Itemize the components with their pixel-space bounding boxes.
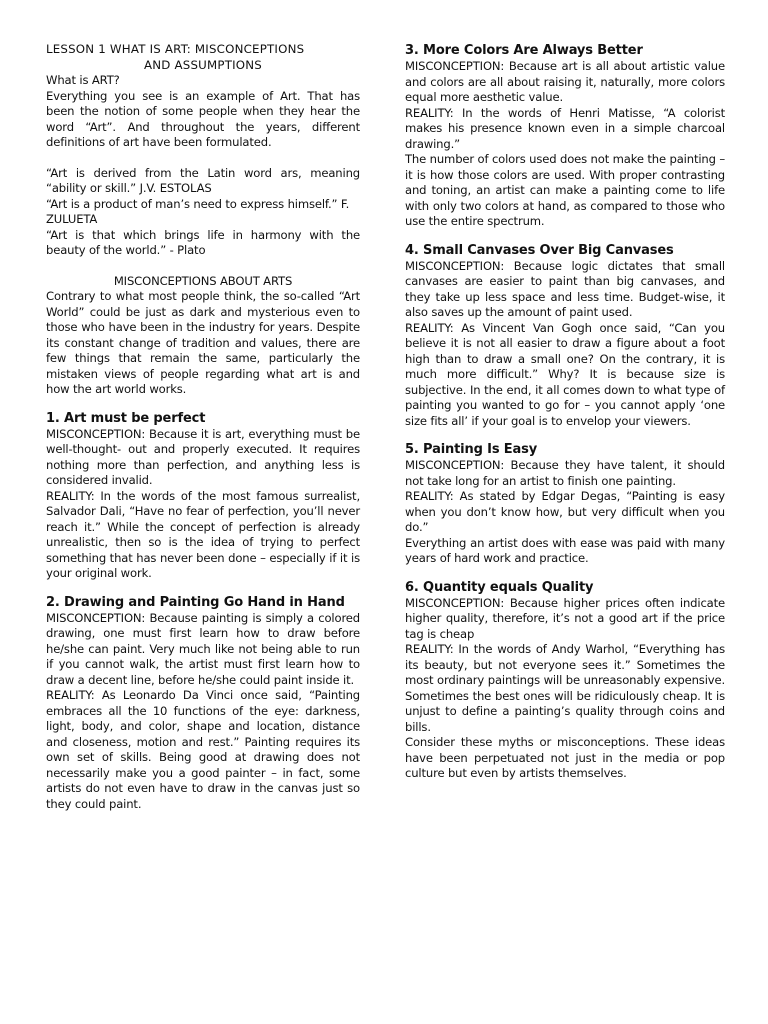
section-1-misconception: MISCONCEPTION: Because it is art, everything must be well-thought- out and properly executed. It requires nothing more than perfection, and anything less is considered invalid. (46, 426, 360, 487)
section-4-misconception: MISCONCEPTION: Because logic dictates that small canvases are easier to paint than big canvases, and they take up less space and less time. Budget-wise, it also saves up the amount of paint used. (405, 258, 725, 319)
left-column (46, 42, 360, 812)
section-4-reality: REALITY: As Vincent Van Gogh once said, “Can you believe it is not all easier to draw a figure about a foot high than to draw a small one? On the contrary, it is much more difficult.” Why? It is because size is subjective. In the end, it all comes down to what type of painting you wanted to go for – you cannot apply ‘one size fits all’ if your goal is to envelop your viewers. (405, 320, 725, 428)
section-5-heading: 5. Painting Is Easy (405, 442, 538, 457)
section-5-reality: REALITY: As stated by Edgar Degas, “Painting is easy when you don’t know how, but very difficult when you do.” (405, 489, 725, 534)
section-5-explanation: Everything an artist does with ease was paid with many years of hard work and practice. (405, 535, 725, 565)
intro-paragraph: Everything you see is an example of Art. That has been the notion of some people when they hear the word “Art”. And throughout the years, different definitions of art have been formulated. (46, 88, 360, 149)
lesson-title-line2: AND ASSUMPTIONS (144, 57, 262, 72)
section-6-misconception: MISCONCEPTION: Because higher prices often indicate higher quality, therefore, it’s not a good art if the price tag is cheap (405, 595, 725, 641)
section-3-misconception: MISCONCEPTION: Because art is all about artistic value and colors are all about raising it, naturally, more colors equal more aesthetic value. (405, 59, 725, 104)
quote-plato: “Art is that which brings life in harmony with the beauty of the world.” - Plato (46, 227, 360, 257)
section-1-heading: 1. Art must be perfect (46, 410, 206, 426)
section-2-heading: 2. Drawing and Painting Go Hand in Hand (46, 594, 345, 610)
section-6-heading: 6. Quantity equals Quality (405, 579, 594, 595)
section-3-heading: 3. More Colors Are Always Better (405, 43, 643, 58)
section-3-explanation: The number of colors used does not make the painting – it is how those colors are used. With proper contrasting and toning, an artist can make a painting come to life with only two colors at hand, as compared to those who use the entire spectrum. (405, 152, 725, 228)
quote-zulueta: “Art is a product of man’s need to express himself.” F. ZULUETA (46, 196, 350, 226)
right-column (405, 42, 725, 782)
section-5-misconception: MISCONCEPTION: Because they have talent, it should not take long for an artist to finish one painting. (405, 458, 725, 488)
conclusion-paragraph: Consider these myths or misconceptions. These ideas have been perpetuated not just in the media or pop culture but even by artists themselves. (405, 735, 725, 780)
section-2-reality: REALITY: As Leonardo Da Vinci once said, “Painting embraces all the 10 functions of the eye: darkness, light, body, and color, shape and location, distance and closeness, motion and rest.” Painting requires its own set of skills. Being good at drawing does not necessarily make you a good painter – in fact, some artists do not even have to draw in the canvas just so they could paint. (46, 688, 360, 811)
section-3-reality: REALITY: In the words of Henri Matisse, “A colorist makes his presence known even in a simple charcoal drawing.” (405, 105, 725, 151)
section-2-misconception: MISCONCEPTION: Because painting is simply a colored drawing, one must first learn how to draw before he/she can paint. Very much like not being able to run if you cannot walk, the artist must first learn how to draw a decent line, before he/she could paint inside it. (46, 610, 360, 687)
misconceptions-heading: MISCONCEPTIONS ABOUT ARTS (113, 273, 293, 288)
what-is-art-question: What is ART? (46, 73, 120, 87)
section-6-reality: REALITY: In the words of Andy Warhol, “Everything has its beauty, but not everyone sees it.” Sometimes the most ordinary paintings will be unreasonably expensive. Sometimes the best ones will be ridiculously cheap. It is unjust to define a painting’s quality through coins and bills. (405, 642, 725, 734)
lesson-title (46, 42, 360, 73)
section-1-reality: REALITY: In the words of the most famous surrealist, Salvador Dali, “Have no fear of perfection, you’ll never reach it.” While the concept of perfection is already unrealistic, then so is the idea of trying to perfect something that has never been done – especially if it is your original work. (46, 488, 360, 580)
lesson-title-line1: LESSON 1 WHAT IS ART: MISCONCEPTIONS (46, 42, 305, 56)
section-4-heading: 4. Small Canvases Over Big Canvases (405, 242, 674, 258)
misconceptions-intro: Contrary to what most people think, the so-called “Art World” could be just as dark and mysterious even to those who have been in the industry for years. Despite its constant change of tradition and values, there are few things that remain the same, particularly the mistaken views of people regarding what art is and how the art world works. (46, 289, 360, 396)
quote-estolas: “Art is derived from the Latin word ars, meaning “ability or skill.” J.V. ESTOLAS (46, 165, 360, 195)
